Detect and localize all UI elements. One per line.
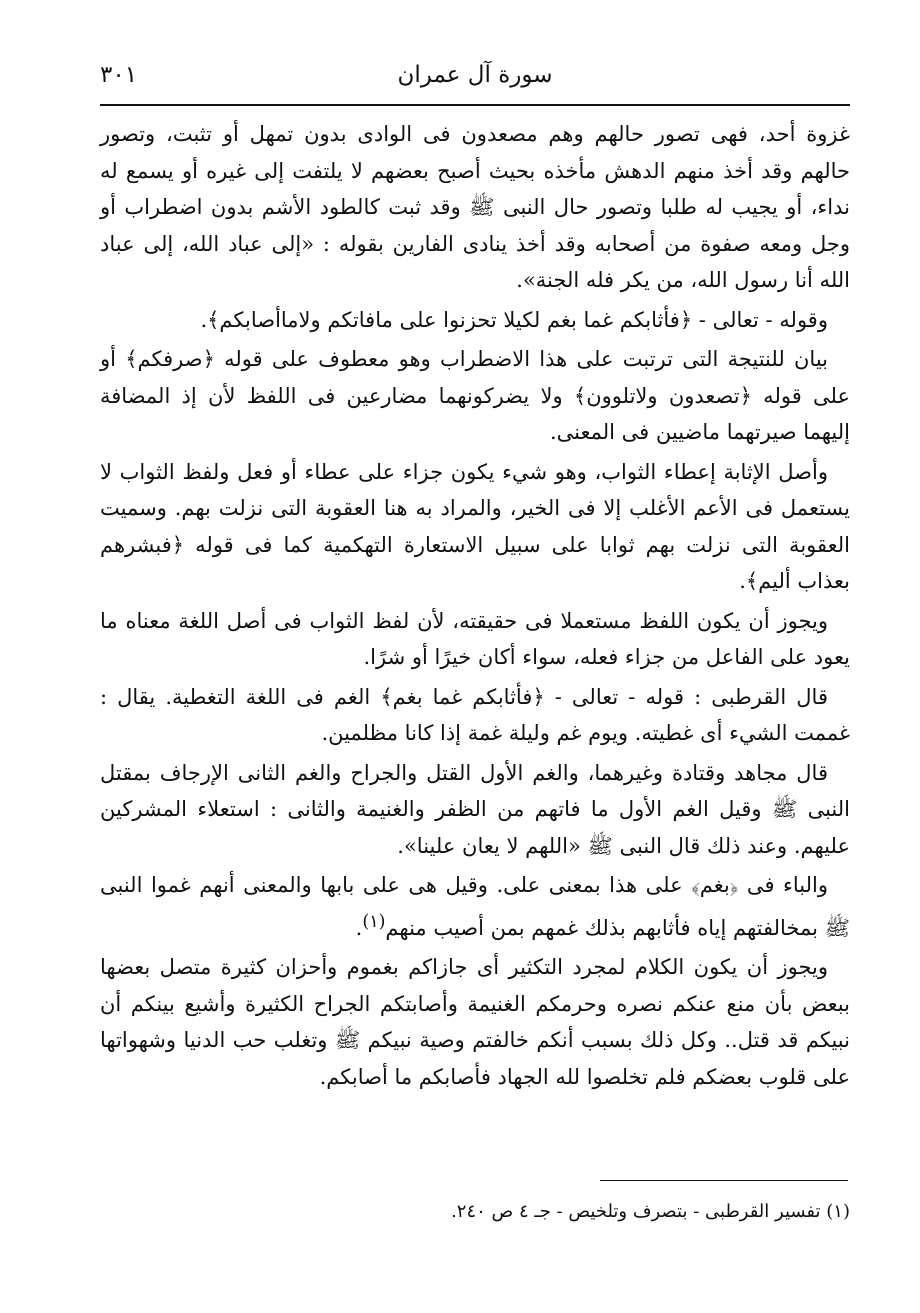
paragraph-2: وقوله - تعالى - ﴿فأثابكم غما بغم لكيلا تحزنوا على مافاتكم ولاماأصابكم﴾. bbox=[200, 307, 828, 332]
page-body bbox=[100, 116, 850, 1098]
paragraph-6: قال القرطبى : قوله - تعالى - ﴿فأثابكم غما بغم﴾ الغم فى اللغة التغطية. يقال : غممت الشيء أى غطيته. ويوم غم وليلة غمة إذا كانا مظلمين. bbox=[100, 684, 850, 745]
header-divider bbox=[100, 104, 850, 106]
paragraph-4: وأصل الإثابة إعطاء الثواب، وهو شيء يكون جزاء على عطاء أو فعل ولفظ الثواب لا يستعمل فى الأعم الأغلب إلا فى الخير، والمراد به هنا العقوبة التى نزلت بهم. وسميت العقوبة التى نزلت بهم ثوابا على سبيل الاستعارة التهكمية كما فى قوله ﴿فبشرهم بعذاب أليم﴾. bbox=[100, 459, 850, 593]
paragraph-8: والباء فى ﴿بغم﴾ على هذا بمعنى على. وقيل هى على بابها والمعنى أنهم غموا النبى ﷺ بمخالفتهم إياه فأثابهم بذلك غمهم بمن أصيب منهم$^{(١)}$. bbox=[100, 873, 850, 940]
paragraph-8-text: والباء فى ﴿بغم﴾ على هذا بمعنى على. وقيل هى على بابها والمعنى أنهم غموا النبى ﷺ بمخالفتهم إياه فأثابهم بذلك غمهم بمن أصيب منهم bbox=[100, 873, 850, 940]
paragraph-3: بيان للنتيجة التى ترتبت على هذا الاضطراب وهو معطوف على قوله ﴿صرفكم﴾ أو على قوله ﴿تصعدون ولاتلوون﴾ ولا يضركونهما مضارعين فى اللفظ لأن إذ المضافة إليهما صيرتهما ماضيين فى المعنى. bbox=[100, 347, 850, 444]
paragraph-5: ويجوز أن يكون اللفظ مستعملا فى حقيقته، لأن لفظ الثواب فى أصل اللغة معناه ما يعود على الفاعل من جزاء فعله، سواء أكان خيرًا أو شرًا. bbox=[100, 608, 850, 669]
page-header bbox=[100, 58, 850, 102]
page-number: ٣٠١ bbox=[100, 62, 138, 88]
paragraph-1: غزوة أحد، فهى تصور حالهم وهم مصعدون فى الوادى بدون تمهل أو تثبت، وتصور حالهم وقد أخذ منهم الدهش مأخذه بحيث أصبح بعضهم لا يلتفت إلى غيره أو يسمع له نداء، أو يجيب له طلبا وتصور حال النبى ﷺ وقد ثبت كالطود الأشم بدون اضطراب أو وجل ومعه صفوة من أصحابه وقد أخذ ينادى الفارين بقوله : «إلى عباد الله، إلى عباد الله أنا رسول الله، من يكر فله الجنة». bbox=[100, 122, 850, 292]
footnote: (١) تفسير القرطبى - بتصرف وتلخيص - جـ ٤ ص ٢٤٠. bbox=[451, 1201, 850, 1222]
footnote-divider bbox=[600, 1180, 848, 1181]
paragraph-7: قال مجاهد وقتادة وغيرهما، والغم الأول القتل والجراح والغم الثانى الإرجاف بمقتل النبى ﷺ وقيل الغم الأول ما فاتهم من الظفر والغنيمة والثانى : استعلاء المشركين عليهم. وعند ذلك قال النبى ﷺ «اللهم لا يعان علينا». bbox=[100, 760, 850, 858]
surah-title: سورة آل عمران bbox=[397, 62, 553, 88]
footnote-reference: (١) bbox=[362, 911, 386, 932]
paragraph-9: ويجوز أن يكون الكلام لمجرد التكثير أى جازاكم بغموم وأحزان كثيرة متصل بعضها ببعض بأن منع عنكم نصره وحرمكم الغنيمة وأصابتكم الجراح الكثيرة وأشيع بينكم أن نبيكم قد قتل.. وكل ذلك بسبب أنكم خالفتم وصية نبيكم ﷺ وتغلب حب الدنيا وشهواتها على قلوب بعضكم فلم تخلصوا لله الجهاد فأصابكم ما أصابكم. bbox=[100, 955, 850, 1089]
